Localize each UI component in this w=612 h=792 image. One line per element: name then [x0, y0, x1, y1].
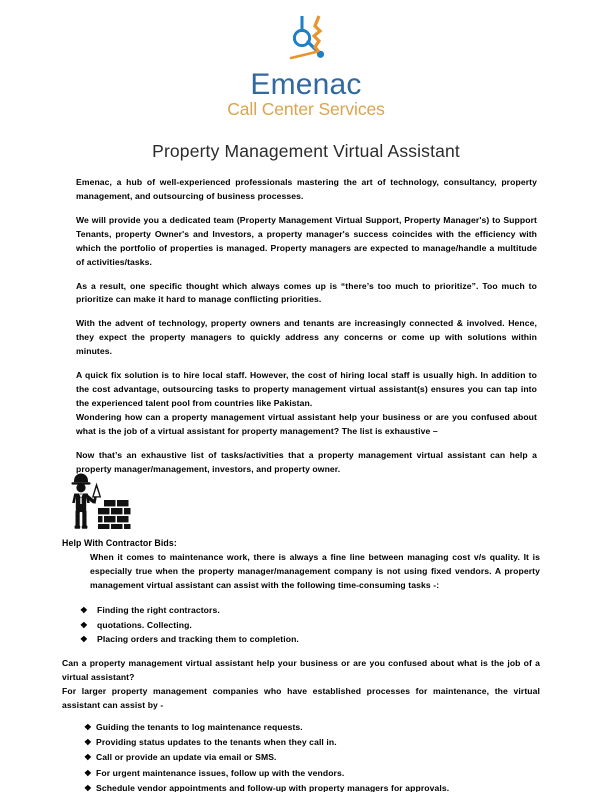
lower-content	[62, 538, 540, 792]
paragraph-intro: Emenac, a hub of well-experienced professionals mastering the art of technology, consultancy, property management, and outsourcing of business processes.	[76, 177, 537, 201]
brand-tagline: Call Center Services	[227, 98, 385, 119]
paragraph-quick-fix: A quick fix solution is to hire local staff. However, the cost of hiring local staff is usually high. In addition to the cost advantage, outsourcing tasks to property management virtual assistant(s) ensures you can tap into the experienced talent pool from countries like Pakistan.	[76, 370, 537, 408]
list-item	[84, 750, 540, 765]
paragraph-prioritize: As a result, one specific thought which always comes up is “there’s too much to prioritize”. Too much to prioritize can make it hard to manage conflicting priorities.	[76, 280, 537, 305]
list-item-label: For urgent maintenance issues, follow up with the vendors.	[96, 767, 345, 778]
contractor-bids-heading: Help With Contractor Bids:	[62, 538, 177, 548]
document-body	[76, 176, 537, 487]
list-item-label: Finding the right contractors.	[97, 604, 220, 615]
brand-name: Emenac	[250, 68, 362, 101]
diamond-bullet-icon: ❖	[84, 752, 92, 763]
contractor-bids-list	[62, 603, 540, 647]
virtual-assistant-tasks-list	[62, 720, 540, 792]
closing-question-one: Can a property management virtual assistant help your business or are you confused about what is the job of a virtual assistant?	[62, 658, 540, 683]
list-item-label: Call or provide an update via email or SMS.	[96, 752, 277, 763]
list-item-label: Schedule vendor appointments and follow-up with property managers for approvals.	[96, 782, 450, 792]
paragraph-wondering: Wondering how can a property management virtual assistant help your business or are you confused about what is the job of a virtual assistant for property management? The list is exhaustive –	[76, 411, 537, 436]
closing-questions	[62, 657, 540, 713]
list-item-label: Guiding the tenants to log maintenance requests.	[96, 721, 303, 732]
list-item	[80, 632, 540, 647]
page-title: Property Management Virtual Assistant	[152, 140, 460, 161]
list-item	[80, 618, 540, 633]
diamond-bullet-icon: ❖	[80, 604, 88, 615]
list-item	[84, 781, 540, 792]
diamond-bullet-icon: ❖	[84, 721, 92, 732]
list-item-label: quotations. Collecting.	[97, 619, 192, 630]
list-item	[84, 766, 540, 781]
diamond-bullet-icon: ❖	[80, 634, 88, 645]
diamond-bullet-icon: ❖	[84, 767, 92, 778]
paragraph-exhaustive-list: Now that’s an exhaustive list of tasks/activities that a property management virtual assistant can help a property manager/management, investors, and property owner.	[76, 449, 537, 474]
brand-logo	[0, 14, 612, 118]
list-item	[80, 603, 540, 618]
diamond-bullet-icon: ❖	[80, 619, 88, 630]
paragraph-technology: With the advent of technology, property owners and tenants are increasingly connected & involved. Hence, they expect the property managers to quickly address any concerns or come up with solutions within minutes.	[76, 318, 537, 357]
list-item	[84, 720, 540, 735]
list-item-label: Providing status updates to the tenants when they call in.	[96, 737, 337, 748]
brand-wordmark	[0, 70, 612, 118]
diamond-bullet-icon: ❖	[84, 737, 92, 748]
list-item-label: Placing orders and tracking them to completion.	[97, 634, 299, 645]
contractor-bids-paragraph: When it comes to maintenance work, there is always a fine line between managing cost v/s quality. It is especially true when the property manager/management company is not using fixed vendors. A property management virtual assistant can assist with the following time-consuming tasks -:	[90, 552, 540, 590]
closing-question-two: For larger property management companies who have established processes for maintenance, the virtual assistant can assist by -	[62, 685, 540, 710]
list-item	[84, 735, 540, 750]
construction-worker-brick-wall-icon	[62, 472, 136, 534]
paragraph-dedicated-team: We will provide you a dedicated team (Property Management Virtual Support, Property Manager's) to Support Tenants, property Owner's and Investors, a property manager's success coincides with the efficiency with which the portfolio of properties is managed. Property managers are expected to manage/handle a multitude of activities/tasks.	[76, 214, 537, 267]
diamond-bullet-icon: ❖	[84, 782, 92, 792]
emenac-headset-logo-icon	[275, 14, 337, 68]
